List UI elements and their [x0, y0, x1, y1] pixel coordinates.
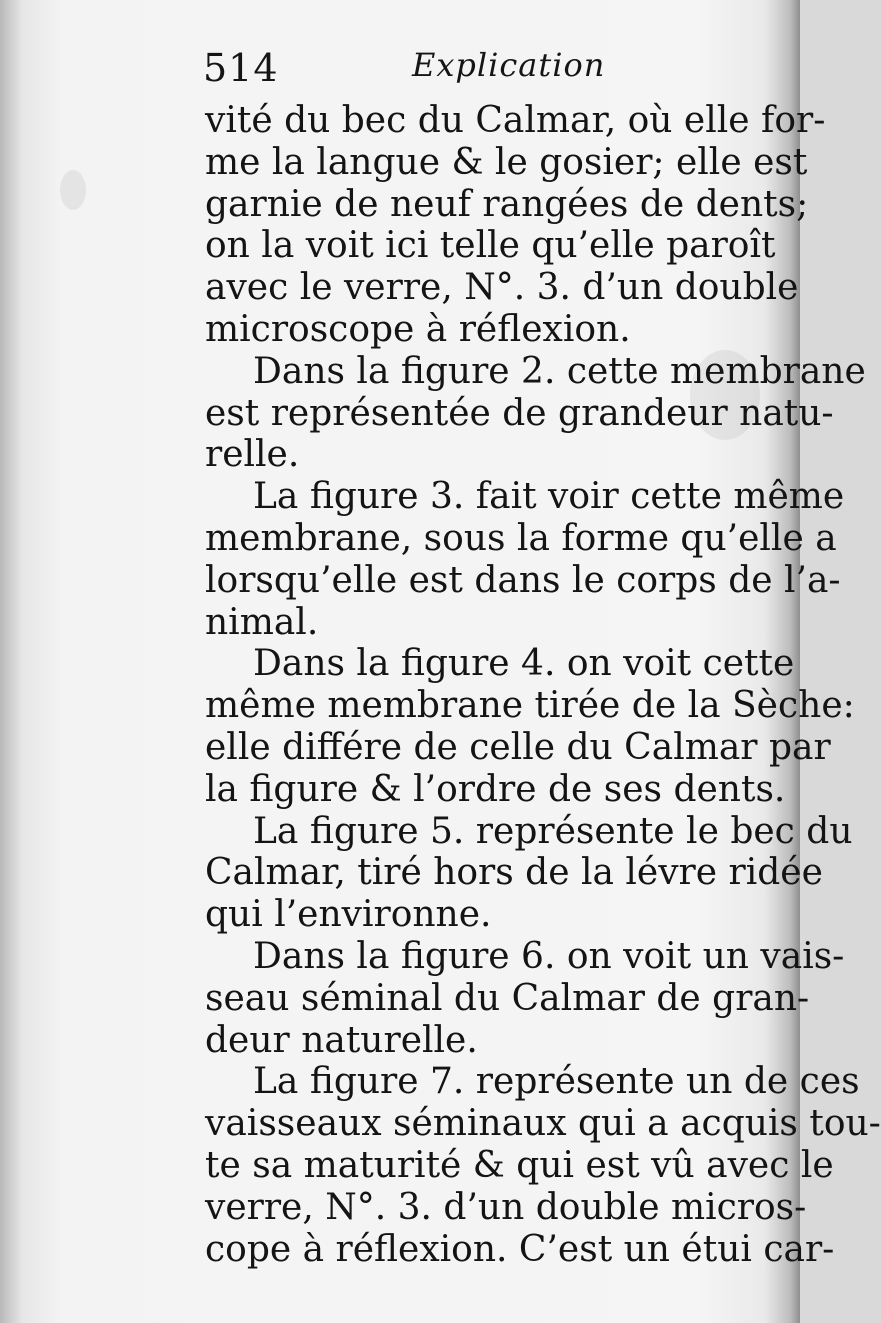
text-line: membrane, sous la forme qu’elle a	[205, 517, 837, 559]
text-line: lorsqu’elle est dans le corps de l’a-	[205, 559, 841, 601]
text-line: on la voit ici telle qu’elle paroît	[205, 225, 776, 267]
running-head: Explication	[412, 46, 606, 84]
text-line: verre, N°. 3. d’un double micros-	[205, 1186, 807, 1228]
text-line: la figure & l’ordre de ses dents.	[205, 768, 786, 810]
text-line: cope à réflexion. C’est un étui car-	[205, 1228, 835, 1270]
text-line: est représentée de grandeur natu-	[205, 392, 834, 434]
text-line: garnie de neuf rangées de dents;	[205, 183, 809, 225]
text-line: vaisseaux séminaux qui a acquis tou-	[205, 1103, 881, 1145]
body-text	[205, 100, 881, 1270]
text-line: Calmar, tiré hors de la lévre ridée	[205, 852, 823, 894]
text-line: La figure 7. représente un de ces	[253, 1061, 860, 1103]
text-line: même membrane tirée de la Sèche:	[205, 685, 855, 727]
text-line: qui l’environne.	[205, 894, 492, 936]
text-line: avec le verre, N°. 3. d’un double	[205, 267, 799, 309]
text-line: seau séminal du Calmar de gran-	[205, 977, 810, 1019]
text-line: te sa maturité & qui est vû avec le	[205, 1144, 834, 1186]
text-line: Dans la figure 4. on voit cette	[253, 643, 795, 685]
paper-stain	[60, 170, 86, 210]
text-line: microscope à réflexion.	[205, 308, 631, 350]
page-number: 514	[203, 46, 279, 90]
text-line: relle.	[205, 434, 300, 476]
text-line: La figure 5. représente le bec du	[253, 810, 853, 852]
text-line: me la langue & le gosier; elle est	[205, 141, 808, 183]
text-line: Dans la figure 6. on voit un vais-	[253, 935, 845, 977]
text-line: deur naturelle.	[205, 1019, 478, 1061]
text-line: nimal.	[205, 601, 319, 643]
text-line: vité du bec du Calmar, où elle for-	[205, 100, 826, 141]
text-line: elle différe de celle du Calmar par	[205, 726, 831, 768]
page-header	[200, 42, 780, 102]
text-line: Dans la figure 2. cette membrane	[253, 350, 866, 392]
text-line: La figure 3. fait voir cette même	[253, 476, 845, 518]
